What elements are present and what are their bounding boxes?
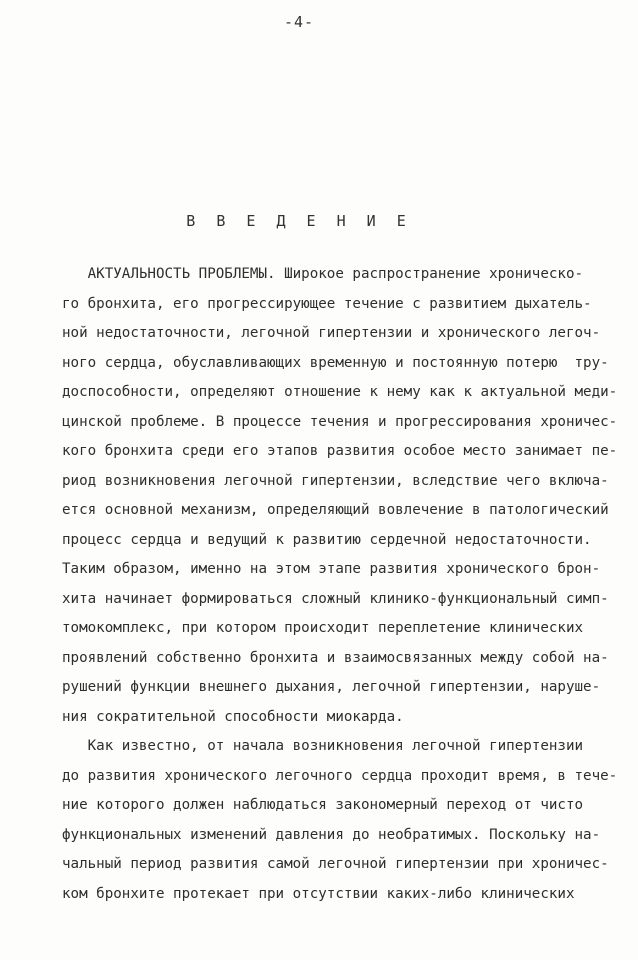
text-line: Таким образом, именно на этом этапе развития хронического брон- bbox=[62, 561, 601, 577]
text-line: АКТУАЛЬНОСТЬ ПРОБЛЕМЫ. Широкое распространение хроническо- bbox=[62, 266, 584, 282]
text-line: доспособности, определяют отношение к нему как к актуальной меди- bbox=[62, 384, 618, 400]
text-line: ние которого должен наблюдаться закономерный переход от чисто bbox=[62, 797, 584, 813]
text-line: цинской проблеме. В процессе течения и прогрессирования хроничес- bbox=[62, 413, 618, 430]
text-line: хита начинает формироваться сложный клинико-функциональный симп- bbox=[62, 590, 609, 607]
text-line: томокомплекс, при котором происходит переплетение клинических bbox=[62, 620, 584, 636]
text-line: ной недостаточности, легочной гипертензии и хронического легоч- bbox=[62, 325, 601, 341]
text-line: ния сократительной способности миокарда. bbox=[62, 708, 404, 725]
text-line: проявлений собственно бронхита и взаимосвязанных между собой на- bbox=[62, 649, 609, 666]
text-line: риод возникновения легочной гипертензии, вследствие чего включа- bbox=[62, 472, 609, 489]
page-number: -4- bbox=[283, 13, 315, 31]
text-line: ного сердца, обуславливающих временную и постоянную потерю тру- bbox=[62, 354, 609, 371]
text-line: функциональных изменений давления до необратимых. Поскольку на- bbox=[62, 826, 601, 843]
text-line: ком бронхите протекает при отсутствии каких-либо клинических bbox=[62, 885, 575, 902]
text-line: ется основной механизм, определяющий вовлечение в патологический bbox=[62, 502, 609, 518]
text-line: рушений функции внешнего дыхания, легочной гипертензии, наруше- bbox=[62, 679, 601, 695]
text-line: чальный период развития самой легочной гипертензии при хроничес- bbox=[62, 856, 609, 872]
text-line: кого бронхита среди его этапов развития особое место занимает пе- bbox=[62, 443, 618, 459]
text-line: го бронхита, его прогрессирующее течение с развитием дыхатель- bbox=[62, 295, 592, 312]
text-line: до развития хронического легочного сердца проходит время, в тече- bbox=[62, 767, 618, 784]
text-line: процесс сердца и ведущий к развитию сердечной недостаточности. bbox=[62, 531, 592, 548]
text-line: Как известно, от начала возникновения легочной гипертензии bbox=[62, 738, 584, 754]
section-heading: В В Е Д Е Н И Е bbox=[186, 212, 412, 230]
body-text bbox=[62, 260, 622, 909]
